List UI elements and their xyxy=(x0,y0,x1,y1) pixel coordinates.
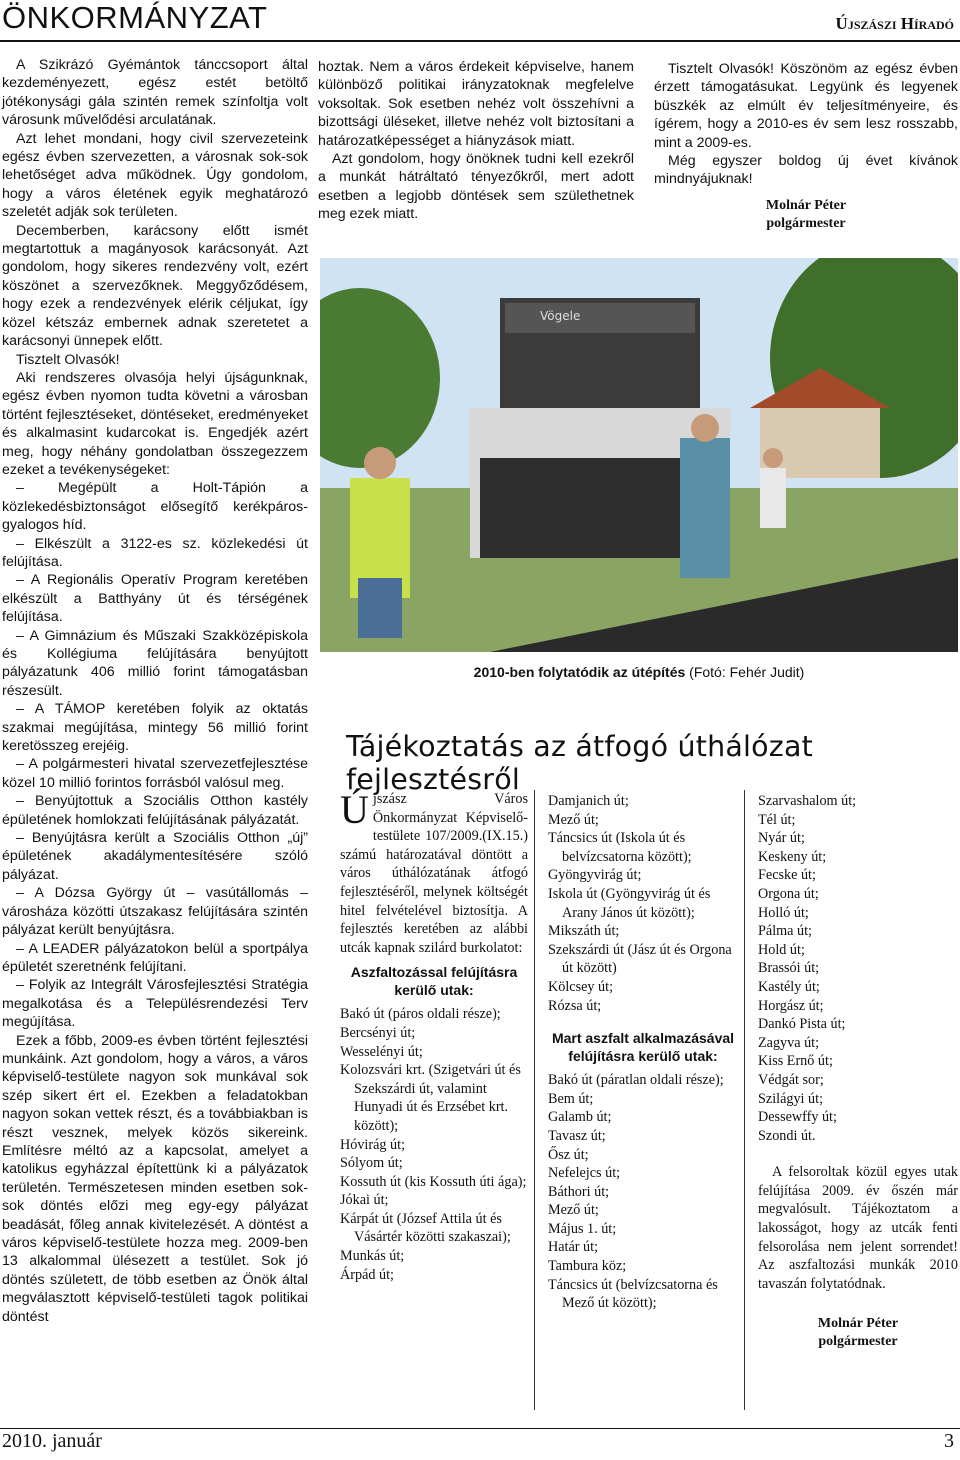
list-item: Táncsics út (Iskola út és belvízcsatorna között); xyxy=(548,830,692,865)
column-1 xyxy=(2,56,308,1326)
paragraph: Aki rendszeres olvasója helyi újságunknak, egész évben nyomon tudta követni a városban történt fejlesztéseket, döntéseket, eredményeket és alkalmasint kudarcokat is. Engedjék azért meg, hogy néhány gondolatban összegezzem ezeket a tevékenységeket: xyxy=(2,369,308,478)
list-item: Horgász út; xyxy=(758,997,824,1014)
list-item: Szondi út. xyxy=(758,1127,816,1144)
list-item: Május 1. út; xyxy=(548,1220,617,1237)
list-item: Bercsényi út; xyxy=(340,1024,416,1041)
article-column-3 xyxy=(758,792,958,1351)
signature-title: polgármester xyxy=(766,215,846,231)
paragraph: Decemberben, karácsony előtt ismét megtartottuk a magányosok karácsonyát. Azt gondolom, hogy sikeres rendezvény volt, ezért köszönet a szervezőknek. Meggyőződésem, hogy ezek a rendezvények elérik céljukat, így közel kétszáz embernek adnak szeretetet a karácsonyi ünnepek előtt. xyxy=(2,222,308,350)
list-item: Szarvashalom út; xyxy=(758,793,857,809)
paragraph: hoztak. Nem a város érdekeit képviselve, hanem különböző politikai irányzatoknak megfelelve voksoltak. Sok esetben nehéz volt összehívni a bizottsági üléseket, illetve nehéz volt biztosítani a határozatképességet a hiányzások miatt. xyxy=(318,59,634,149)
list-item: Báthori út; xyxy=(548,1183,610,1200)
list-item: Árpád út; xyxy=(340,1266,394,1283)
list-item: Pálma út; xyxy=(758,923,812,940)
list-item: Ősz út; xyxy=(548,1146,589,1163)
signature-name: Molnár Péter xyxy=(765,197,847,213)
list-item: Munkás út; xyxy=(340,1248,405,1265)
paragraph: A Szikrázó Gyémántok tánccsoport által kezdeményezett, egész estét betöltő jótékonysági gála szintén remek színfoltja volt városunk művelődési arculatának. xyxy=(2,57,308,129)
list-item: Keskeny út; xyxy=(758,848,827,865)
list-item: Rózsa út; xyxy=(548,997,602,1014)
list-item: Kárpát út (József Attila út és Vásártér közötti szakaszai); xyxy=(340,1210,511,1246)
list-item: Bakó út (páros oldali része); xyxy=(340,1006,501,1023)
list-item: Zagyva út; xyxy=(758,1034,820,1051)
list-item: – A polgármesteri hivatal szervezetfejlesztése közel 10 millió forintos forrásból valósul meg. xyxy=(2,756,308,791)
list-item: – A Regionális Operatív Program keretében elkészült a Batthyány út és térségének felújítása. xyxy=(2,572,308,626)
list-item: Hóvirág út; xyxy=(340,1136,406,1153)
list-item: – Benyújtásra került a Szociális Otthon „új” épületének akadálymentesítésére szóló pályázat. xyxy=(2,830,308,883)
list-item: – A Gimnázium és Műszaki Szakközépiskola és Kollégiuma felújítására benyújtott pályázatunk 406 millió forint támogatásban részesült. xyxy=(2,627,308,699)
list-item: Kastély út; xyxy=(758,978,820,995)
street-list-2b xyxy=(548,1071,738,1313)
list-item: Nyár út; xyxy=(758,830,805,847)
street-list-3 xyxy=(758,792,958,1145)
machine-label: Vögele xyxy=(540,309,581,323)
paragraph: Tisztelt Olvasók! Köszönöm az egész évben érzett támogatásukat. Legyünk és legyenek büszkék az elmúlt év teljesítményeire, és ígérem, hogy a 2010-es év sem lesz rosszabb, mint a 2009-es. xyxy=(654,61,958,151)
paragraph: Még egyszer boldog új évet kívánok mindnyájuknak! xyxy=(654,153,958,188)
road-construction-photo xyxy=(320,258,958,652)
list-item: – Elkészült a 3122-es sz. közlekedési út felújítása. xyxy=(2,535,308,570)
list-item: Brassói út; xyxy=(758,960,820,977)
list-item: – A LEADER pályázatokon belül a sportpálya épületét szeretnénk felújítani. xyxy=(2,940,308,975)
photo-caption xyxy=(320,664,958,680)
list-item: Galamb út; xyxy=(548,1109,612,1126)
signature-title: polgármester xyxy=(818,1334,898,1350)
list-item: Gyöngyvirág út; xyxy=(548,867,642,884)
list-item: Bem út; xyxy=(548,1090,594,1107)
intro-text: jszász Város Önkormányzat Képviselő-testülete 107/2009.(IX.15.) számú határozatával döntött a város úthálózatának átfogó fejlesztéséről, melynek költségét hitel felvételével biztosítja. A fejlesztés keretében az alábbi utcák kapnak szilárd burkolatot: xyxy=(340,791,528,956)
list-item: Iskola út (Gyöngyvirág út és Arany János út között); xyxy=(548,885,711,921)
page-number: 3 xyxy=(944,1430,954,1452)
closing-paragraph: A felsoroltak közül egyes utak felújítása 2009. év őszén már megvalósult. Tájékoztatom a lakosságot, hogy az utcák fenti felsorolása nem jelent sorrendet! Az aszfaltozási munkák 2010 tavaszán folytatódnak. xyxy=(758,1164,958,1292)
street-list-1 xyxy=(340,1005,528,1284)
signature-2 xyxy=(758,1315,958,1351)
list-item: Kölcsey út; xyxy=(548,978,614,995)
column-rule xyxy=(744,790,745,1410)
list-item: Orgona út; xyxy=(758,885,819,902)
list-item: Hold út; xyxy=(758,941,805,958)
caption-title: 2010-ben folytatódik az útépítés xyxy=(473,664,686,680)
list-item: Mező út; xyxy=(548,1202,599,1219)
list-item: Kossuth út (kis Kossuth úti ága); xyxy=(340,1173,527,1190)
list-item: – Benyújtottuk a Szociális Otthon kastély épületének homlokzati felújításának pályázatát. xyxy=(2,793,308,828)
article-column-2 xyxy=(548,792,738,1313)
list-item: Nefelejcs út; xyxy=(548,1165,621,1182)
street-list-2a xyxy=(548,792,738,1015)
article-column-1 xyxy=(340,787,528,1284)
list-item: Dankó Pista út; xyxy=(758,1016,846,1033)
list-item: Mikszáth út; xyxy=(548,923,620,940)
list-item: Wesselényi út; xyxy=(340,1043,423,1060)
list-item: Tavasz út; xyxy=(548,1127,606,1144)
article-headline: Tájékoztatás az átfogó úthálózat fejlesztésről xyxy=(346,730,813,796)
footer-rule xyxy=(0,1428,960,1429)
list-item: Határ út; xyxy=(548,1239,599,1256)
list-item: Jókai út; xyxy=(340,1192,389,1209)
list-item: – A TÁMOP keretében folyik az oktatás szakmai megújítása, mintegy 56 millió forint keretösszeg erejéig. xyxy=(2,701,308,755)
list-item: Holló út; xyxy=(758,904,809,921)
paragraph: Ezek a főbb, 2009-es évben történt fejlesztési munkáink. Azt gondolom, hogy a város, a város képviselő-testülete nagyon sok munkával sok szép sikert ért el. Ezekben a feladatokban nagyon sokan vettek részt, és a továbbiakban is részt vesznek, melyek közös sikereink. Említésre méltó az a kapcsolat, amelyet a katolikus egyházzal építettünk ki a pályázatok területén. Természetesen minden esetben sok-sok döntés előzi meg egy-egy pályázat beadását, főleg annak kivitelezését. A döntést a város képviselő-testülete hozza meg. 2009-ben 13 alkalommal ülésezett a testület. Sok jó döntés született, de több esetben az Önök által megválasztott képviselő-testületi tagok politikai döntést xyxy=(2,1032,308,1325)
drop-cap: Ú xyxy=(340,787,369,832)
signature-1 xyxy=(654,197,958,233)
paragraph: Azt lehet mondani, hogy civil szervezeteink egész évben szervezetten, a városnak sok-sok lehetőséget adva működnek. Úgy gondolom, hogy a város életének egyik meghatározó szeletét adják sok területen. xyxy=(2,130,308,221)
caption-credit: (Fotó: Fehér Judit) xyxy=(689,664,805,680)
subheading-asphalt: Aszfaltozással felújításra kerülő utak: xyxy=(350,964,518,999)
paragraph: Tisztelt Olvasók! xyxy=(16,351,120,368)
list-item: – Folyik az Integrált Városfejlesztési Stratégia megalkotása és a Településrendezési Terv megújítása. xyxy=(2,977,308,1031)
paragraph: Azt gondolom, hogy önöknek tudni kell ezekről a munkát hátráltató tényezőkről, mert adott esetben a legjobb döntések sem születhetnek meg ezek miatt. xyxy=(318,151,634,223)
list-item: Fecske út; xyxy=(758,867,816,884)
list-item: Sólyom út; xyxy=(340,1155,403,1172)
section-title: ÖNKORMÁNYZAT xyxy=(2,0,268,35)
list-item: Damjanich út; xyxy=(548,793,629,809)
list-item: Tambura köz; xyxy=(548,1258,627,1275)
list-item: Kolozsvári krt. (Szigetvári út és Szekszárdi út, valamint Hunyadi út és Erzsébet krt. között); xyxy=(340,1062,521,1134)
list-item: Szilágyi út; xyxy=(758,1090,824,1107)
column-3 xyxy=(654,60,958,233)
header-rule xyxy=(0,40,960,42)
signature-name: Molnár Péter xyxy=(817,1316,899,1332)
list-item: – A Dózsa György út – vasútállomás – városháza közötti útszakasz felújítására szintén pályázat került benyújtásra. xyxy=(2,885,308,939)
article-intro xyxy=(340,787,528,957)
issue-date: 2010. január xyxy=(2,1430,102,1452)
list-item: – Megépült a Holt-Tápión a közlekedésbiztonságot elősegítő kerékpáros-gyalogos híd. xyxy=(2,480,308,534)
column-rule xyxy=(534,790,535,1410)
list-item: Kiss Ernő út; xyxy=(758,1053,833,1070)
list-item: Mező út; xyxy=(548,811,599,828)
list-item: Tél út; xyxy=(758,811,796,828)
column-2 xyxy=(318,58,634,224)
list-item: Táncsics út (belvízcsatorna és Mező út között); xyxy=(548,1276,718,1312)
list-item: Védgát sor; xyxy=(758,1071,824,1088)
list-item: Bakó út (páratlan oldali része); xyxy=(548,1072,724,1089)
newspaper-name: Újszászi Híradó xyxy=(835,14,954,33)
subheading-milled-asphalt: Mart aszfalt alkalmazásával felújításra kerülő utak: xyxy=(551,1030,735,1065)
list-item: Szekszárdi út (Jász út és Orgona út között) xyxy=(548,941,732,977)
list-item: Dessewffy út; xyxy=(758,1109,837,1126)
